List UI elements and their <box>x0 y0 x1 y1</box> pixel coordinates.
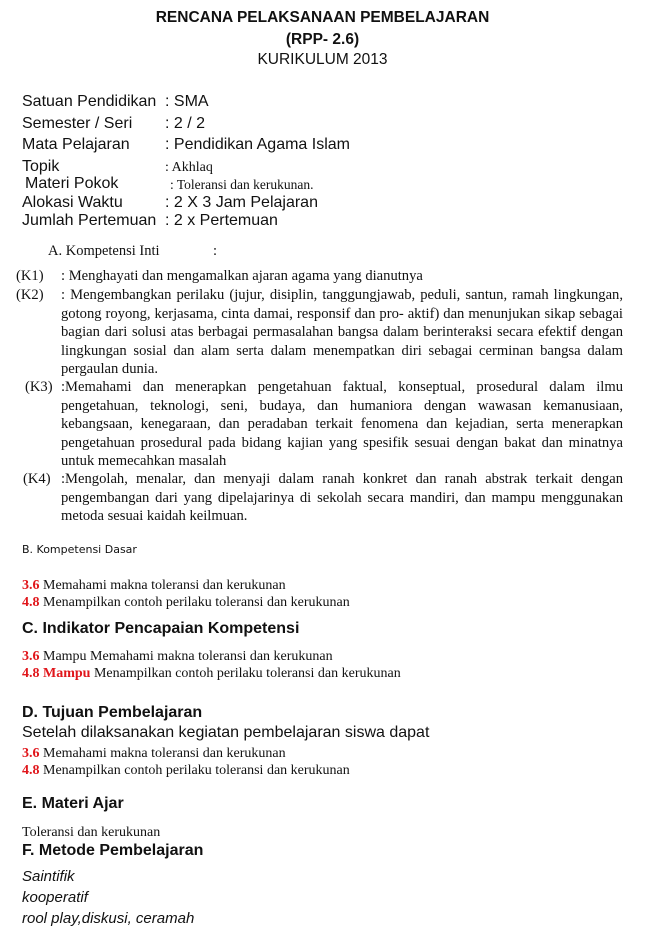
info-value: : 2 X 3 Jam Pelajaran <box>165 194 318 211</box>
section-e-title: E. Materi Ajar <box>22 795 124 812</box>
info-value: : SMA <box>165 93 209 110</box>
method-item: Saintifik <box>22 868 75 885</box>
info-value: : Akhlaq <box>165 160 213 175</box>
document-title: RENCANA PELAKSANAAN PEMBELAJARAN <box>155 9 490 26</box>
ki-label: (K4) <box>23 471 51 487</box>
info-label: Alokasi Waktu <box>22 194 123 211</box>
kd-item: 4.8 Menampilkan contoh perilaku toleransi dan kerukunan <box>22 595 350 610</box>
ki-label: (K3) <box>25 379 53 395</box>
indicator-item: 3.6 Mampu Memahami makna toleransi dan kerukunan <box>22 649 333 664</box>
info-label: Semester / Seri <box>22 115 133 132</box>
section-d-title: D. Tujuan Pembelajaran <box>22 704 203 721</box>
info-label: Topik <box>22 158 60 175</box>
info-value: : 2 x Pertemuan <box>165 212 278 229</box>
info-label: Materi Pokok <box>25 175 119 192</box>
ki-text: : Menghayati dan mengamalkan ajaran agama yang dianutnya <box>61 268 423 284</box>
section-b-title: B. Kompetensi Dasar <box>22 543 137 556</box>
kd-item: 3.6 Memahami makna toleransi dan kerukunan <box>22 578 286 593</box>
ki-text: :Mengolah, menalar, dan menyaji dalam ranah konkret dan ranah abstrak terkait dengan pengembangan dari yang dipelajarinya di sekolah secara mandiri, dan mampu menggunakan metoda sesuai kaidah keilmuan. <box>61 471 623 525</box>
document-code: (RPP- 2.6) <box>285 31 360 48</box>
info-value: : Pendidikan Agama Islam <box>165 136 350 153</box>
section-a-colon: : <box>213 243 218 259</box>
info-label: Jumlah Pertemuan <box>22 212 157 229</box>
method-item: kooperatif <box>22 889 88 906</box>
goal-item: 3.6 Memahami makna toleransi dan kerukunan <box>22 746 286 761</box>
section-e-text: Toleransi dan kerukunan <box>22 825 161 840</box>
indicator-item: 4.8 Mampu Menampilkan contoh perilaku toleransi dan kerukunan <box>22 666 401 681</box>
ki-label: (K1) <box>16 268 44 284</box>
info-label: Satuan Pendidikan <box>22 93 157 110</box>
ki-text: : Mengembangkan perilaku (jujur, disiplin, tanggungjawab, peduli, santun, ramah lingkungan, gotong royong, kerjasama, cinta damai, responsif dan pro- aktif) dan menunjukan sikap sebagai bagian dari solusi atas berbagai permasalahan bangsa dalam berinteraksi secara efektif dengan lingkungan sosial dan alam serta dalam menempatkan diri sebagai cerminan bangsa dalam pergaulan dunia. <box>61 287 623 378</box>
ki-text: :Memahami dan menerapkan pengetahuan faktual, konseptual, prosedural dalam ilmu pengetahuan, teknologi, seni, budaya, dan humaniora dengan wawasan kemanusiaan, kebangsaan, kenegaraan, dan peradaban terkait fenomena dan kejadian, serta menerapkan pengetahuan prosedural pada bidang kajian yang spesifik sesuai dengan bakat dan minatnya untuk memecahkan masalah <box>61 379 623 470</box>
info-label: Mata Pelajaran <box>22 136 130 153</box>
curriculum: KURIKULUM 2013 <box>257 51 388 68</box>
section-a-title: A. Kompetensi Inti <box>48 243 160 259</box>
info-value: : Toleransi dan kerukunan. <box>170 177 314 192</box>
ki-label: (K2) <box>16 287 44 303</box>
section-f-title: F. Metode Pembelajaran <box>22 842 204 859</box>
info-value: : 2 / 2 <box>165 115 206 132</box>
goal-item: 4.8 Menampilkan contoh perilaku toleransi dan kerukunan <box>22 763 350 778</box>
method-item: rool play,diskusi, ceramah <box>22 910 195 927</box>
section-c-title: C. Indikator Pencapaian Kompetensi <box>22 620 300 637</box>
section-d-intro: Setelah dilaksanakan kegiatan pembelajaran siswa dapat <box>22 724 430 741</box>
